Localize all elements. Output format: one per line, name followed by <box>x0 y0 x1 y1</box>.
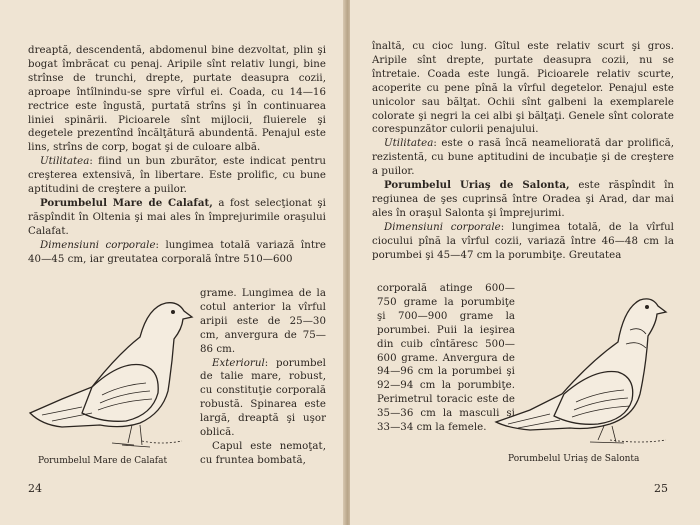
paragraph: dreaptă, descendentă, abdomenul bine dezvoltat, plin şi bogat îmbrăcat cu penaj. Aripile sînt relativ lungi, bine strînse de trunchi, drepte, purtate deasupra cozii, aproape întîlnindu-se spre vîrful ei. Coada, cu 14—16 rectrice este îngustă, purtată strîns şi în continuarea liniei spinării. Picioarele sînt mijlocii, fluierele şi degetele prezentînd încălţătură abundentă. Penajul este lins, strîns de corp, bogat şi de culoare albă. <box>28 45 326 154</box>
paragraph-utility <box>28 155 326 197</box>
figure-caption: Porumbelul Mare de Calafat <box>38 456 168 466</box>
left-page-side-text <box>200 287 326 468</box>
paragraph-body: : porumbel de talie mare, robust, cu constituţie corporală robustă. Spinarea este largă, dreaptă şi uşor oblică. <box>200 357 326 439</box>
pigeon-illustration <box>490 290 680 450</box>
page-number: 25 <box>654 482 668 495</box>
breed-name: Porumbelul Uriaş de Salonta, <box>384 179 570 192</box>
right-page <box>350 0 700 525</box>
lead-label: Dimensiuni corporale <box>40 239 156 251</box>
paragraph: grame. Lungimea de la cotul anterior la vîrful aripii este de 25—30 cm, anvergura de 75—86 cm. <box>200 288 326 355</box>
left-page <box>0 0 345 525</box>
paragraph-utility <box>372 137 674 179</box>
paragraph: Capul este nemoţat, cu fruntea bombată, <box>200 440 326 466</box>
lead-label: Utilitatea <box>40 156 90 168</box>
right-page-text <box>372 40 674 263</box>
paragraph-dimensions <box>372 221 674 263</box>
lead-label: Utilitatea <box>384 138 434 150</box>
left-page-text <box>28 44 326 267</box>
paragraph-body: este răspîndit în regiunea de şes cuprinsă între Oradea şi Arad, dar mai ales în oraşul Salonta şi împrejurimi. <box>372 180 674 219</box>
paragraph-breed-heading <box>28 197 326 239</box>
paragraph-body: : lungimea totală, de la vîrful ciocului pînă la vîrful cozii, variază între 46—48 cm la porumbei şi 45—47 cm la porumbiţe. Greutatea <box>372 221 674 261</box>
paragraph-breed-heading <box>372 179 674 221</box>
paragraph-body: : este o rasă încă neameliorată dar prolifică, rezistentă, cu bune aptitudini de incubaţie şi de creştere a puilor. <box>372 138 674 178</box>
paragraph: corporală atinge 600—750 grame la porumbiţe şi 700—900 grame la porumbei. Puii la ieşirea din cuib cîntăresc 500—600 grame. Anvergura de 94—96 cm la porumbei şi 92—94 cm la porumbiţe. Perimetrul toracic este de 35—36 cm la masculi şi 33—34 cm la femele. <box>377 283 515 434</box>
paragraph-exterior <box>200 357 326 440</box>
paragraph: înaltă, cu cioc lung. Gîtul este relativ scurt şi gros. Aripile sînt drepte, purtate deasupra cozii, nu se întretaie. Coada este lungă. Picioarele relativ scurte, acoperite cu pene pînă la vîrful degetelor. Penajul este unicolor sau bălţat. Ochii sînt galbeni la exemplarele colorate şi negri la cei albi şi bălţaţi. Genele sînt colorate corespunzător culorii penajului. <box>372 41 674 136</box>
page-number: 24 <box>28 482 42 495</box>
paragraph-body: a fost selecţionat şi răspîndit în Oltenia şi mai ales în împrejurimile oraşului Calafat. <box>28 197 326 237</box>
lead-label: Dimensiuni corporale <box>384 221 501 233</box>
pigeon-illustration <box>22 295 200 455</box>
breed-name: Porumbelul Mare de Calafat, <box>40 196 213 209</box>
figure-caption: Porumbelul Uriaş de Salonta <box>508 454 640 464</box>
lead-label: Exteriorul <box>212 357 265 369</box>
paragraph-dimensions <box>28 239 326 267</box>
paragraph-body: : lungimea totală variază între 40—45 cm, iar greutatea corporală între 510—600 <box>28 239 326 265</box>
paragraph-body: : fiind un bun zburător, este indicat pentru creşterea extensivă, în libertare. Este prolific, cu bune aptitudini de creştere a puilor. <box>28 156 326 196</box>
